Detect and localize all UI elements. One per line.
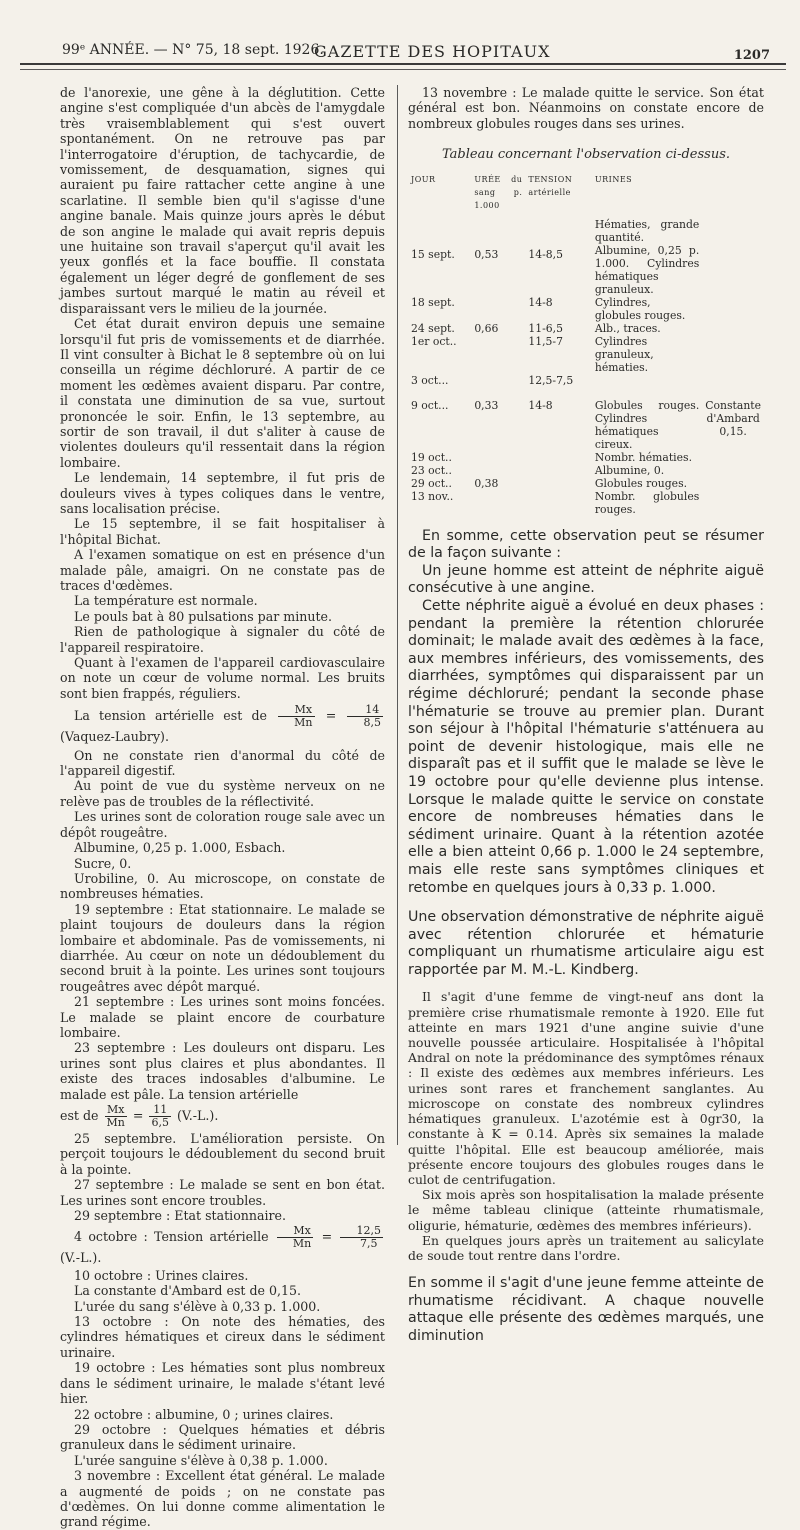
fraction-mx-mn bbox=[105, 1104, 127, 1129]
table-row bbox=[408, 451, 764, 464]
table-cell: 23 oct.. bbox=[411, 463, 452, 477]
fraction-numerator: 11 bbox=[149, 1104, 171, 1117]
table-cell bbox=[525, 464, 592, 477]
table-cell: Cylindres, globules rouges. bbox=[594, 295, 686, 322]
table-cell: Globules rouges. bbox=[594, 476, 688, 490]
table-cell: 11,5-7 bbox=[528, 334, 563, 348]
fraction-denominator: 6,5 bbox=[151, 1116, 169, 1129]
table-cell bbox=[471, 335, 525, 374]
header-rule bbox=[20, 63, 786, 65]
table-cell: Constante d'Ambard 0,15. bbox=[705, 398, 761, 438]
table-cell bbox=[702, 464, 764, 477]
paragraph: Sucre, 0. bbox=[74, 855, 132, 871]
summary-paragraph: Un jeune homme est atteint de néphrite aiguë consécutive à une angine. bbox=[408, 562, 764, 597]
column-header: URINES bbox=[594, 174, 633, 184]
paragraph: Le pouls bat à 80 pulsations par minute. bbox=[74, 608, 332, 624]
table-cell bbox=[702, 296, 764, 322]
table-row bbox=[408, 322, 764, 335]
paragraph: Urobiline, 0. Au microscope, on constate de nombreuses hématies. bbox=[60, 870, 385, 902]
paragraph: Le 15 septembre, il se fait hospitaliser à l'hôpital Bichat. bbox=[60, 516, 385, 547]
table-cell: 0,38 bbox=[474, 476, 499, 490]
paragraph: 29 septembre : Etat stationnaire. bbox=[74, 1208, 287, 1224]
fraction-denominator: 8,5 bbox=[363, 716, 381, 730]
paragraph: 22 octobre : albumine, 0 ; urines claires. bbox=[74, 1406, 334, 1422]
table-cell: 0,53 bbox=[474, 247, 499, 261]
fraction-denominator: Mn bbox=[106, 1116, 125, 1129]
table-cell: Hématies, grande quantité. Albumine, 0,25 p. 1.000. Cylindres hématiques granuleux. bbox=[594, 217, 700, 296]
paragraph: 13 novembre : Le malade quitte le service. Son état général est bon. Néanmoins on constate encore de nombreux globules rouges dans ses urines. bbox=[408, 85, 764, 131]
table-row bbox=[408, 374, 764, 399]
final-paragraph: En somme il s'agit d'une jeune femme atteinte de rhumatisme récidivant. A chaque nouvelle attaque elle présente des œdèmes marqués, une diminution bbox=[408, 1275, 764, 1344]
equals-sign: = bbox=[321, 1229, 333, 1245]
table-cell bbox=[471, 490, 525, 516]
table-cell bbox=[702, 477, 764, 490]
header-rule-thin bbox=[20, 69, 786, 70]
fraction-values bbox=[149, 1104, 171, 1129]
paragraph: 23 septembre : Les douleurs ont disparu. Les urines sont plus claires et plus abondantes. Il existe des traces indosables d'albumine. Le malade est pâle. La tension artérielle bbox=[60, 1040, 385, 1102]
table-cell: Globules rouges. Cylindres hématiques cireux. bbox=[594, 398, 700, 451]
page-number: 1207 bbox=[733, 48, 770, 63]
table-cell bbox=[471, 464, 525, 477]
table-cell: 9 oct... bbox=[411, 398, 449, 412]
table-cell: 14-8 bbox=[528, 295, 553, 309]
table-cell bbox=[525, 490, 592, 516]
second-observation bbox=[408, 989, 764, 1263]
fraction-mx-mn bbox=[278, 704, 314, 729]
table-cell: 13 nov.. bbox=[411, 489, 454, 503]
column-header: JOUR bbox=[411, 174, 436, 184]
table-cell: 15 sept. bbox=[411, 247, 455, 261]
table-cell bbox=[702, 322, 764, 335]
table-cell: Nombr. globules rouges. bbox=[594, 489, 700, 516]
paragraph: Albumine, 0,25 p. 1.000, Esbach. bbox=[74, 840, 286, 856]
paragraph: 19 octobre : Les hématies sont plus nombreux dans le sédiment urinaire, le malade s'étant levé hier. bbox=[60, 1360, 385, 1407]
table-cell: 0,33 bbox=[474, 398, 499, 412]
paragraph: Il s'agit d'une femme de vingt-neuf ans dont la première crise rhumatismale remonte à 1920. Elle fut atteinte en mars 1921 d'une angine suivie d'une nouvelle poussée articulaire. Hospitalisée à l'hôpital Andral on note la prédominance des symptômes rénaux : Il existe des œdèmes aux membres inférieurs. Les urines sont rares et franchement sanglantes. Au microscope on constate des nombreux cylindres hématiques granuleux. L'azotémie est à 0gr30, la constante à K = 0.14. Après six semaines la malade quitte l'hôpital. Elle est beaucoup améliorée, mais présente encore toujours des globules rouges dans le culot de centrifugation. bbox=[408, 989, 764, 1187]
paragraph: Cet état durait environ depuis une semaine lorsqu'il fut pris de vomissements et de diarrhée. Il vint consulter à Bichat le 8 septembre où on lui conseilla un régime déchloruré. A partir de ce moment les œdèmes avaient disparu. Par contre, il constata une diminution de sa vue, surtout prononcée le soir. Enfin, le 13 septembre, au sortir de son travail, il dut s'aliter à cause de violentes douleurs qu'il ressentait dans la région lombaire. bbox=[60, 316, 385, 470]
table-title: Tableau concernant l'observation ci-dessus. bbox=[442, 147, 730, 163]
table-row bbox=[408, 335, 764, 374]
paragraph: 3 novembre : Excellent état général. Le malade a augmenté de poids ; on ne constate pas d'œdèmes. On lui donne comme alimentation le grand régime. bbox=[60, 1468, 385, 1530]
table-row bbox=[408, 490, 764, 516]
paragraph: La température est normale. bbox=[74, 593, 258, 609]
paragraph: de l'anorexie, une gêne à la déglutition. Cette angine s'est compliquée d'un abcès de l'amygdale très vraisemblablement qui s'est ouvert spontanément. On ne retrouve pas par l'interrogatoire d'éruption, de tachycardie, de vomissement, de desquamation, signes qui auraient pu faire rattacher cette angine à une scarlatine. Il semble bien qu'il s'agisse d'une angine banale. Mais quinze jours après le début de son angine le malade qui avait repris depuis une huitaine son travail s'aperçut qu'il avait les yeux gonflés et la face bouffie. Il constata également un léger degré de gonflement de ses jambes surtout marqué le matin au réveil et disparaissant vers le milieu de la journée. bbox=[60, 85, 385, 316]
table-cell: 24 sept. bbox=[411, 321, 455, 335]
fraction-numerator: 14 bbox=[347, 704, 383, 717]
observation-table bbox=[408, 173, 764, 516]
table-cell bbox=[471, 374, 525, 399]
table-cell: Alb., traces. bbox=[594, 321, 661, 335]
bp-method: (Vaquez-Laubry). bbox=[60, 729, 169, 745]
left-column bbox=[60, 85, 385, 1530]
table-cell: 0,66 bbox=[474, 321, 499, 335]
table-cell: Cylindres granuleux, hématies. bbox=[594, 334, 654, 374]
paragraph: L'urée du sang s'élève à 0,33 p. 1.000. bbox=[74, 1298, 321, 1314]
table-cell bbox=[702, 374, 764, 399]
table-cell bbox=[702, 335, 764, 374]
column-header bbox=[702, 173, 764, 218]
bp-label: La tension artérielle est de bbox=[74, 708, 267, 724]
bp-method: (V.-L.). bbox=[176, 1108, 219, 1123]
summary-paragraph: En somme, cette observation peut se résumer de la façon suivante : bbox=[408, 527, 764, 562]
paragraph: 29 octobre : Quelques hématies et débris granuleux dans le sédiment urinaire. bbox=[60, 1421, 385, 1453]
fraction-values bbox=[347, 704, 383, 729]
paragraph: Les urines sont de coloration rouge sale avec un dépôt rougeâtre. bbox=[60, 809, 385, 840]
paragraph: 10 octobre : Urines claires. bbox=[74, 1267, 249, 1283]
table-cell bbox=[592, 374, 702, 399]
blood-pressure-line bbox=[60, 1104, 385, 1129]
fraction-numerator: Mx bbox=[278, 704, 314, 717]
paragraph: Rien de pathologique à signaler du côté de l'appareil respiratoire. bbox=[60, 624, 385, 655]
paragraph: 19 septembre : Etat stationnaire. Le malade se plaint toujours de douleurs dans la région lombaire et abdominale. Pas de vomissements, ni diarrhée. Au cœur on note un dédoublement du second bruit à la pointe. Les urines sont toujours rougeâtres avec dépôt marqué. bbox=[60, 901, 385, 994]
paragraph: En quelques jours après un traitement au salicylate de soude tout rentre dans l'ordre. bbox=[408, 1232, 764, 1263]
paragraph: 27 septembre : Le malade se sent en bon état. Les urines sont encore troubles. bbox=[60, 1177, 385, 1208]
fraction-denominator: Mn bbox=[294, 716, 313, 730]
table-row bbox=[408, 399, 764, 451]
summary-paragraph: Cette néphrite aiguë a évolué en deux phases : pendant la première la rétention chlorurée dominait; le malade avait des œdèmes à la face, aux membres inférieurs, des vomissements, des diarrhées, symptômes qui disparaissent par un régime déchloruré; pendant la seconde phase l'hématurie se trouve au premier plan. Durant son séjour à l'hôpital l'hématurie s'atténuera au point de devenir histologique, mais elle ne disparaît pas et il suffit que le malade se lève le 19 octobre pour qu'elle devienne plus intense. Lorsque le malade quitte le service on constate encore de nombreuses hématies dans le sédiment urinaire. Quant à la rétention azotée elle a bien atteint 0,66 p. 1.000 le 24 septembre, mais elle reste sans symptômes cliniques et retombe en quelques jours à 0,33 p. 1.000. bbox=[408, 598, 764, 896]
paragraph: On ne constate rien d'anormal du côté de l'appareil digestif. bbox=[60, 747, 385, 779]
issue-info: 99ᵉ ANNÉE. — N° 75, 18 sept. 1926. bbox=[62, 42, 324, 58]
equals-sign: = bbox=[325, 708, 337, 724]
table-cell: Nombr. hématies. bbox=[594, 450, 692, 464]
table-cell: 18 sept. bbox=[411, 295, 455, 309]
paragraph: Le lendemain, 14 septembre, il fut pris de douleurs vives à types coliques dans le ventre, sans localisation précise. bbox=[60, 470, 385, 516]
table-cell bbox=[525, 477, 592, 490]
blood-pressure-line bbox=[60, 1225, 385, 1265]
blood-pressure-line bbox=[60, 704, 385, 744]
paragraph: L'urée sanguine s'élève à 0,38 p. 1.000. bbox=[74, 1452, 328, 1468]
table-cell bbox=[471, 451, 525, 464]
paragraph: 21 septembre : Les urines sont moins foncées. Le malade se plaint encore de courbature lombaire. bbox=[60, 994, 385, 1040]
table-cell: 29 oct.. bbox=[411, 476, 452, 490]
summary-section bbox=[408, 528, 764, 897]
paragraph: 13 octobre : On note des hématies, des cylindres hématiques et cireux dans le sédiment urinaire. bbox=[60, 1314, 385, 1360]
bp-method: (V.-L.). bbox=[60, 1250, 102, 1266]
table-cell: 12,5-7,5 bbox=[528, 373, 574, 387]
fraction-denominator: Mn bbox=[292, 1237, 312, 1251]
table-cell bbox=[471, 296, 525, 322]
fraction-numerator: Mx bbox=[277, 1225, 313, 1238]
bp-label: est de bbox=[60, 1108, 99, 1123]
column-header: TENSION artérielle bbox=[528, 174, 573, 197]
equals-sign: = bbox=[132, 1108, 144, 1123]
table-cell bbox=[525, 451, 592, 464]
right-column bbox=[408, 85, 764, 1346]
fraction-denominator: 7,5 bbox=[359, 1237, 378, 1251]
table-cell: Albumine, 0. bbox=[594, 463, 665, 477]
table-row bbox=[408, 218, 764, 296]
table-cell: 11-6,5 bbox=[528, 321, 563, 335]
table-cell: 19 oct.. bbox=[411, 450, 452, 464]
fraction-numerator: Mx bbox=[105, 1104, 127, 1117]
page-header bbox=[62, 38, 770, 62]
table-cell: 3 oct... bbox=[411, 373, 449, 387]
table-cell bbox=[702, 451, 764, 464]
table-cell: 1er oct.. bbox=[411, 334, 457, 348]
table-cell: 14-8 bbox=[528, 398, 553, 412]
fraction-numerator: 12,5 bbox=[340, 1225, 383, 1238]
column-header: URÉE du sang p. 1.000 bbox=[474, 174, 523, 210]
table-row bbox=[408, 464, 764, 477]
paragraph: La constante d'Ambard est de 0,15. bbox=[74, 1283, 302, 1299]
paragraph: 25 septembre. L'amélioration persiste. On perçoit toujours le dédoublement du second bruit à la pointe. bbox=[60, 1131, 385, 1177]
paragraph: Quant à l'examen de l'appareil cardiovasculaire on note un cœur de volume normal. Les bruits sont bien frappés, réguliers. bbox=[60, 655, 385, 701]
fraction-values bbox=[340, 1225, 383, 1250]
paragraph: Au point de vue du système nerveux on ne relève pas de troubles de la réflectivité. bbox=[60, 778, 385, 809]
table-row bbox=[408, 296, 764, 322]
table-cell: 14-8,5 bbox=[528, 247, 563, 261]
second-observation-title: Une observation démonstrative de néphrite aiguë avec rétention chlorurée et hématurie compliquant un rhumatisme articulaire aigu est rapportée par M. M.-L. Kindberg. bbox=[408, 909, 764, 978]
journal-title: GAZETTE DES HOPITAUX bbox=[314, 42, 551, 61]
paragraph: A l'examen somatique on est en présence d'un malade pâle, amaigri. On ne constate pas de traces d'œdèmes. bbox=[60, 547, 385, 593]
bp-label: 4 octobre : Tension artérielle bbox=[74, 1229, 269, 1245]
fraction-mx-mn bbox=[277, 1225, 313, 1250]
table-cell bbox=[702, 218, 764, 296]
table-header-row bbox=[408, 173, 764, 218]
table-row bbox=[408, 477, 764, 490]
column-divider bbox=[397, 85, 398, 1145]
table-cell bbox=[702, 490, 764, 516]
paragraph: Six mois après son hospitalisation la malade présente le même tableau clinique (atteinte rhumatismale, oligurie, hématurie, œdèmes des membres inférieurs). bbox=[408, 1187, 764, 1233]
